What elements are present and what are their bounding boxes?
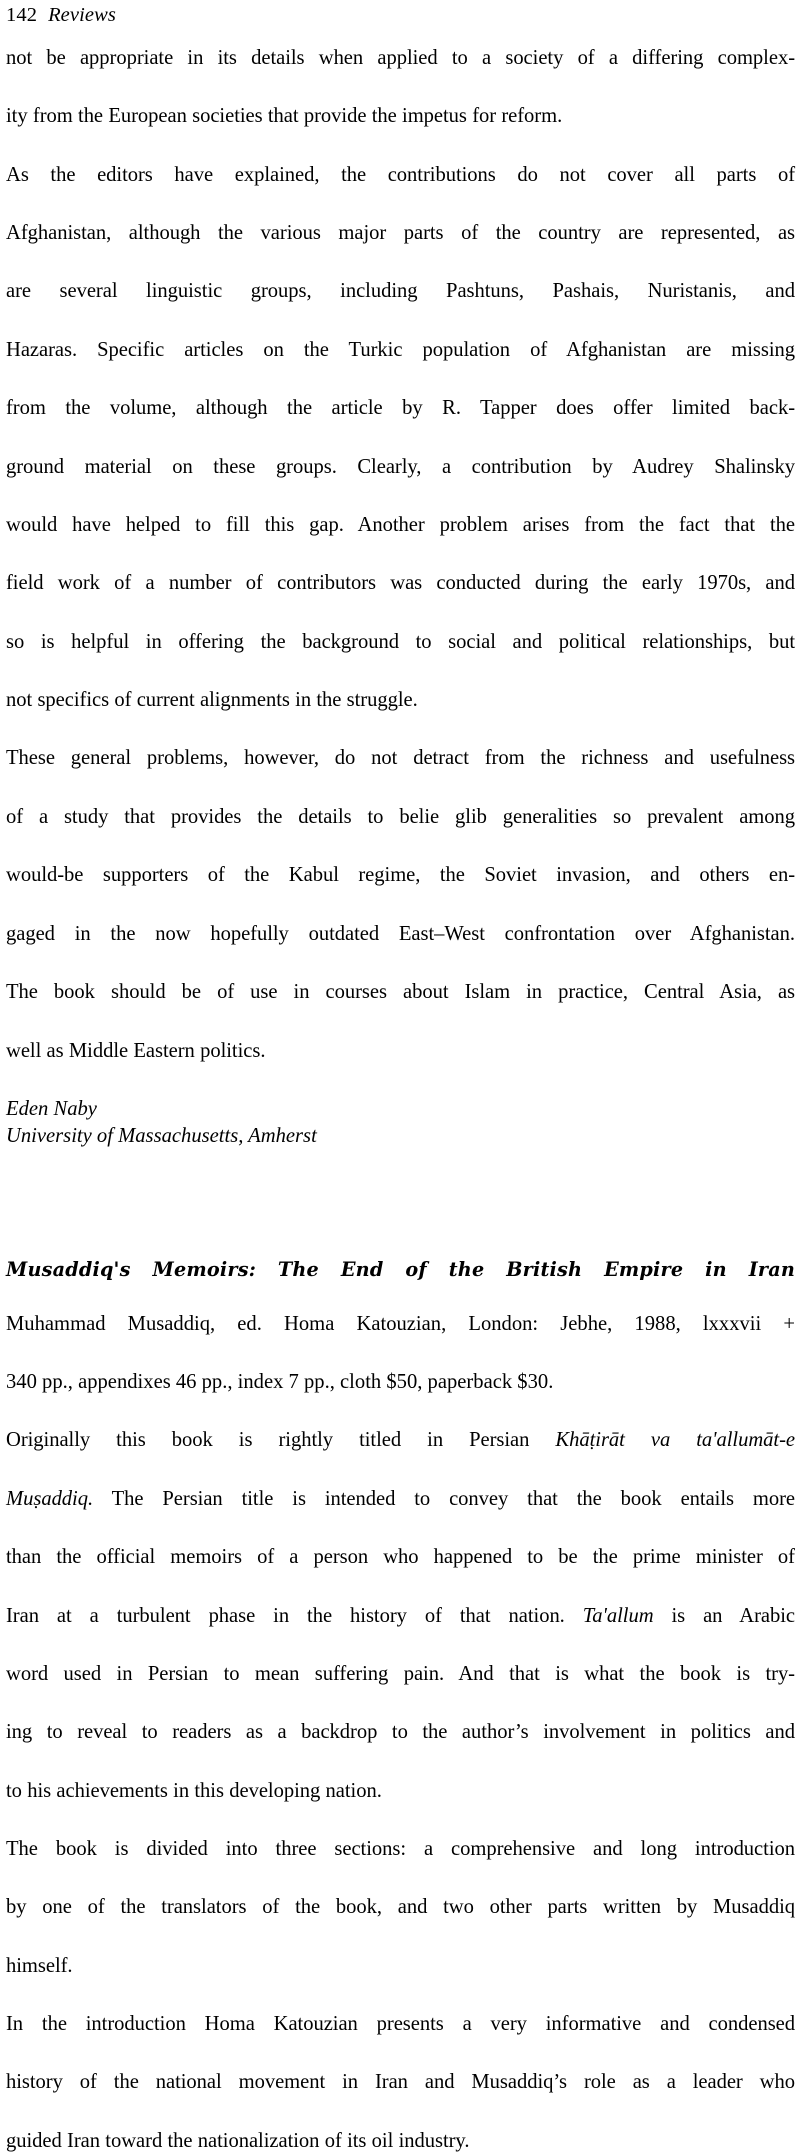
- reviewer-affiliation: University of Massachusetts, Amherst: [6, 1124, 317, 1147]
- section-title: Reviews: [48, 4, 116, 26]
- citation-line: 340 pp., appendixes 46 pp., index 7 pp., cloth $50, paperback $30.: [6, 1371, 554, 1394]
- text-line: not be appropriate in its details when applied to a society of a differing complex-: [6, 47, 795, 69]
- text-line: The book should be of use in courses about Islam in practice, Central Asia, as: [6, 981, 795, 1004]
- text-line: than the official memoirs of a person who happened to be the prime minister of: [6, 1546, 795, 1569]
- text-line: As the editors have explained, the contributions do not cover all parts of: [6, 163, 795, 186]
- text-line: of a study that provides the details to belie glib generalities so prevalent among: [6, 805, 795, 828]
- review-title: Musaddiq's Memoirs: The End of the British Empire in Iran: [6, 1257, 795, 1281]
- text-line: guided Iran toward the nationalization of its oil industry.: [6, 2129, 470, 2152]
- reviewer-name: Eden Naby: [6, 1097, 97, 1120]
- spacer-head-to-body: [6, 28, 795, 44]
- text-line: to his achievements in this developing nation.: [6, 1779, 382, 1802]
- text-line: would have helped to fill this gap. Another problem arises from the fact that the: [6, 514, 795, 537]
- text-line: Hazaras. Specific articles on the Turkic population of Afghanistan are missing: [6, 338, 795, 361]
- paragraph-gap: [6, 715, 795, 744]
- text-line: not specifics of current alignments in the struggle.: [6, 689, 418, 712]
- text-line: history of the national movement in Iran and Musaddiq’s role as a leader who: [6, 2071, 795, 2094]
- text-line: ing to reveal to readers as a backdrop to the author’s involvement in politics and: [6, 1721, 795, 1744]
- text-line: are several linguistic groups, including Pashtuns, Pashais, Nuristanis, and: [6, 280, 795, 303]
- paragraph-introduction: [6, 2010, 795, 2156]
- text-line: so is helpful in offering the background to social and political relationships, but: [6, 630, 795, 653]
- text-line: ground material on these groups. Clearly, a contribution by Audrey Shalinsky: [6, 455, 795, 478]
- spacer-before-signature: [6, 1066, 795, 1096]
- text-line: ity from the European societies that provide the impetus for reform.: [6, 105, 563, 128]
- spacer-between-reviews: [6, 1150, 795, 1256]
- text-line: would-be supporters of the Kabul regime, the Soviet invasion, and others en-: [6, 864, 795, 887]
- text-line: well as Middle Eastern politics.: [6, 1039, 266, 1062]
- text-line: The book is divided into three sections: a comprehensive and long introduction: [6, 1837, 795, 1860]
- text-line: Afghanistan, although the various major parts of the country are represented, as: [6, 222, 795, 245]
- review-citation: [6, 1310, 795, 1398]
- paragraph-gap: [6, 1806, 795, 1835]
- review-title-heading: [6, 1256, 795, 1310]
- paragraph-continued: [6, 44, 795, 132]
- citation-line: Muhammad Musaddiq, ed. Homa Katouzian, London: Jebhe, 1988, lxxxvii +: [6, 1312, 795, 1335]
- paragraph-general-problems: [6, 744, 795, 1065]
- text-line: gaged in the now hopefully outdated East–West confrontation over Afghanistan.: [6, 922, 795, 945]
- text-run: The Persian title is intended to convey that the book entails more: [93, 1487, 795, 1510]
- transliterated-title: Khāṭirāt va ta'allumāt-e: [555, 1429, 795, 1452]
- text-line: [6, 1602, 795, 1660]
- text-run: is an Arabic: [653, 1604, 795, 1627]
- text-line: In the introduction Homa Katouzian presents a very informative and condensed: [6, 2012, 795, 2035]
- text-line: by one of the translators of the book, and two other parts written by Musaddiq: [6, 1896, 795, 1919]
- text-run: Iran at a turbulent phase in the history of that nation.: [6, 1604, 583, 1627]
- text-line: word used in Persian to mean suffering pain. And that is what the book is try-: [6, 1662, 795, 1685]
- transliterated-name: Muṣaddiq.: [6, 1487, 94, 1510]
- text-line: These general problems, however, do not detract from the richness and usefulness: [6, 747, 795, 770]
- transliterated-term: Ta'allum: [582, 1604, 654, 1627]
- page-number: 142: [6, 4, 38, 26]
- paragraph-gap: [6, 132, 795, 161]
- text-line: [6, 1485, 795, 1543]
- running-head: [6, 0, 795, 28]
- reviewer-signature: [6, 1096, 795, 1150]
- page-content-column: [6, 0, 795, 2156]
- spacer-heading-to-body: [6, 1397, 795, 1426]
- text-line: from the volume, although the article by R. Tapper does offer limited back-: [6, 397, 795, 420]
- text-line: field work of a number of contributors was conducted during the early 1970s, and: [6, 572, 795, 595]
- paragraph-editors: [6, 161, 795, 716]
- paragraph-three-sections: [6, 1835, 795, 1981]
- paragraph-originally: [6, 1426, 795, 1806]
- text-line: [6, 1426, 795, 1484]
- paragraph-gap: [6, 1981, 795, 2010]
- text-run: Originally this book is rightly titled in Persian: [6, 1429, 556, 1452]
- text-line: himself.: [6, 1954, 73, 1977]
